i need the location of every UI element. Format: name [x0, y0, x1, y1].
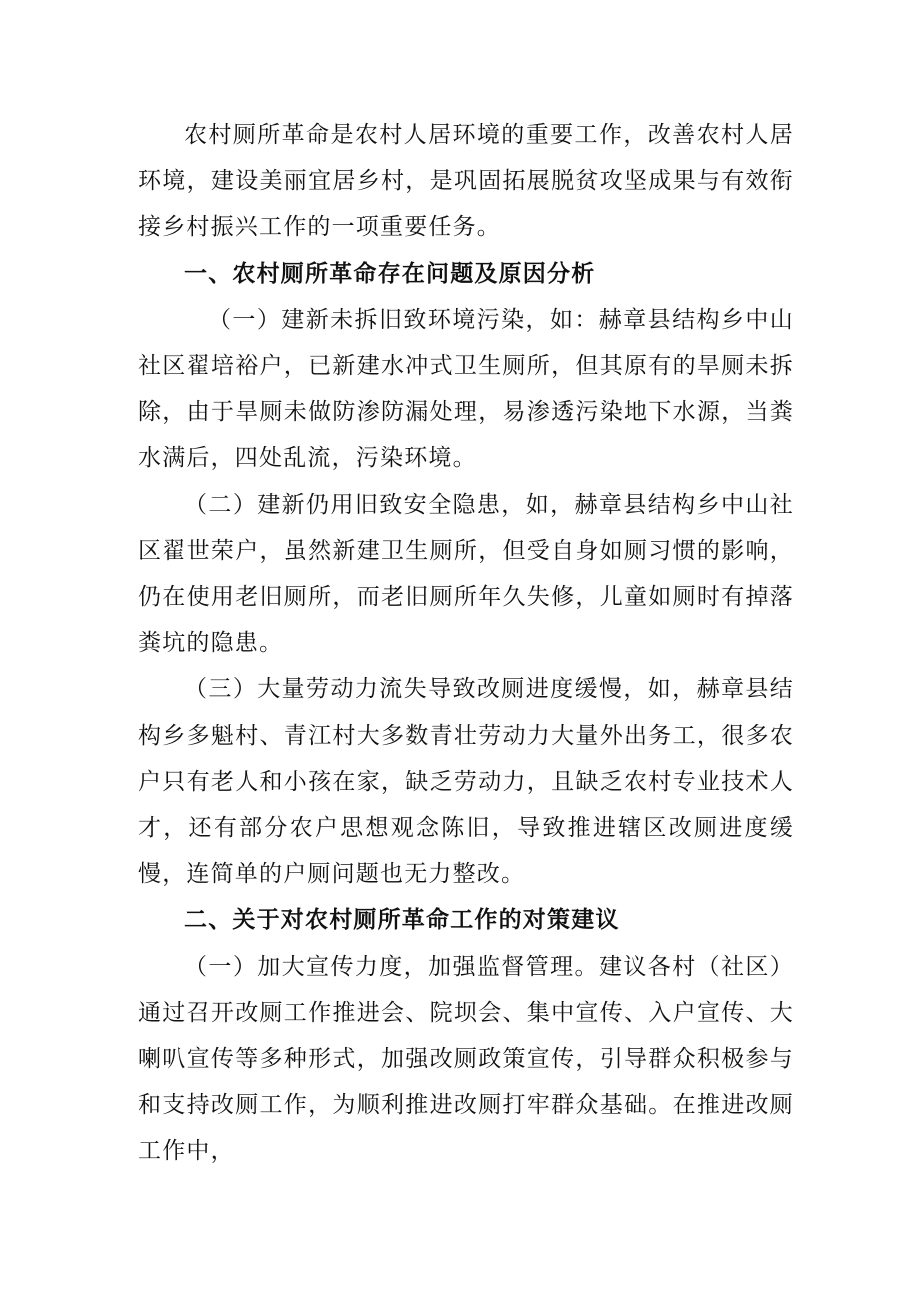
intro-paragraph: 农村厕所革命是农村人居环境的重要工作，改善农村人居环境，建设美丽宜居乡村，是巩固拓展脱贫攻坚成果与有效衔接乡村振兴工作的一项重要任务。 [138, 122, 794, 241]
section-2-heading: 二、关于对农村厕所革命工作的对策建议 [184, 907, 620, 934]
section-1-item-2: （二）建新仍用旧致安全隐患，如，赫章县结构乡中山社区翟世荣户，虽然新建卫生厕所，但受自身如厕习惯的影响，仍在使用老旧厕所，而老旧厕所年久失修，儿童如厕时有掉落粪坑的隐患。 [138, 491, 794, 657]
section-1-item-3: （三）大量劳动力流失导致改厕进度缓慢，如，赫章县结构乡多魁村、青江村大多数青壮劳动力大量外出务工，很多农户只有老人和小孩在家，缺乏劳动力，且缺乏农村专业技术人才，还有部分农户思想观念陈旧，导致推进辖区改厕进度缓慢，连简单的户厕问题也无力整改。 [138, 676, 794, 888]
section-1-heading: 一、农村厕所革命存在问题及原因分析 [184, 260, 596, 287]
section-2-item-1: （一）加大宣传力度，加强监督管理。建议各村（社区）通过召开改厕工作推进会、院坝会、集中宣传、入户宣传、大喇叭宣传等多种形式，加强改厕政策宣传，引导群众积极参与和支持改厕工作，为顺利推进改厕打牢群众基础。在推进改厕工作中， [138, 953, 794, 1165]
section-1-item-1: （一）建新未拆旧致环境污染，如：赫章县结构乡中山社区翟培裕户，已新建水冲式卫生厕所，但其原有的旱厕未拆除，由于旱厕未做防渗防漏处理，易渗透污染地下水源，当粪水满后，四处乱流，污染环境。 [138, 306, 794, 472]
document-body [138, 112, 794, 1175]
